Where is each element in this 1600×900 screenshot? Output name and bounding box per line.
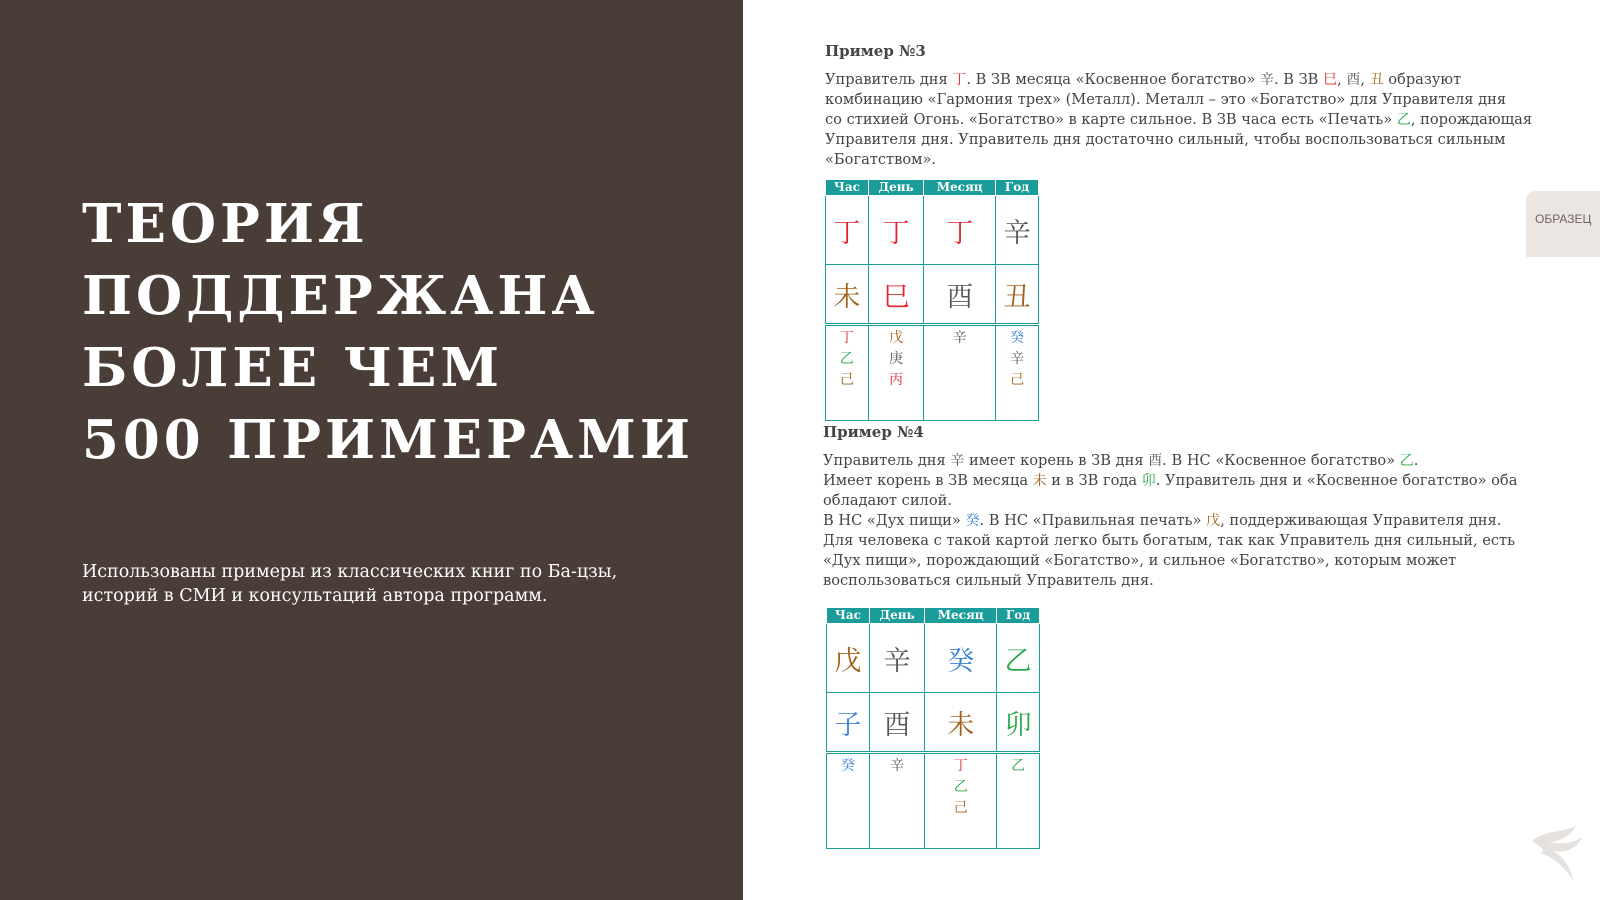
left-panel xyxy=(0,0,743,900)
title-line: 500 ПРИМЕРАМИ xyxy=(82,409,694,471)
text-segment: образуют xyxy=(1383,71,1462,88)
hidden-stem: 戊 xyxy=(889,330,904,346)
text-segment: . В ЗВ xyxy=(1273,71,1324,88)
text-segment: комбинацию «Гармония трех» (Металл). Металл – это «Богатство» для Управителя дня xyxy=(825,91,1507,108)
description xyxy=(82,560,617,608)
glyph: 酉 xyxy=(1148,453,1163,469)
stem-cell: 辛 xyxy=(869,624,924,693)
paragraph-line xyxy=(823,531,1517,551)
glyph: 戊 xyxy=(1206,513,1221,529)
sample-tab xyxy=(1526,191,1600,257)
description-line: историй в СМИ и консультаций автора программ. xyxy=(82,586,548,606)
paragraph-line xyxy=(823,471,1517,491)
glyph: 酉 xyxy=(1346,72,1361,88)
hidden-stems-cell xyxy=(924,325,996,421)
hidden-stem: 己 xyxy=(953,800,968,816)
hidden-stems-cell xyxy=(996,325,1039,421)
glyph: 乙 xyxy=(1399,453,1414,469)
paragraph-line xyxy=(825,90,1532,110)
hidden-stem: 辛 xyxy=(1010,351,1025,367)
text-segment: обладают силой. xyxy=(823,492,952,509)
text-segment: , порождающая xyxy=(1410,111,1533,128)
branch-cell: 酉 xyxy=(924,265,996,325)
stem-cell: 癸 xyxy=(925,624,997,693)
text-segment: «Дух пищи», порождающий «Богатство», и сильное «Богатство», которым может xyxy=(823,552,1457,569)
hidden-stem: 丙 xyxy=(889,372,904,388)
text-segment: . Управитель дня и «Косвенное богатство» оба xyxy=(1155,472,1518,489)
glyph: 巳 xyxy=(1323,72,1338,88)
branch-row xyxy=(827,693,1040,753)
text-segment: Управителя дня. Управитель дня достаточно сильный, чтобы воспользоваться сильным xyxy=(825,131,1506,148)
text-segment: . В НС «Косвенное богатство» xyxy=(1162,452,1400,469)
hidden-stem: 己 xyxy=(839,372,854,388)
text-segment: Имеет корень в ЗВ месяца xyxy=(823,472,1033,489)
text-segment: имеет корень в ЗВ дня xyxy=(964,452,1149,469)
paragraph-line xyxy=(825,130,1532,150)
text-segment: со стихией Огонь. «Богатство» в карте сильное. В ЗВ часа есть «Печать» xyxy=(825,111,1397,128)
header-row xyxy=(826,180,1039,196)
hidden-stem: 癸 xyxy=(1010,330,1025,346)
glyph: 卯 xyxy=(1141,473,1156,489)
glyph: 辛 xyxy=(1259,72,1274,88)
hidden-stem: 辛 xyxy=(890,758,905,774)
paragraph-line xyxy=(823,571,1517,591)
example-3-title: Пример №3 xyxy=(825,42,926,60)
paragraph-line xyxy=(823,491,1517,511)
branch-row xyxy=(826,265,1039,325)
hidden-stems-cell xyxy=(826,325,869,421)
paragraph-line xyxy=(823,511,1517,531)
example-4-title: Пример №4 xyxy=(823,423,924,441)
text-segment: Управитель дня xyxy=(825,71,953,88)
sample-tab-label: ОБРАЗЕЦ xyxy=(1535,212,1592,226)
branch-cell: 未 xyxy=(925,693,997,753)
hidden-stem: 癸 xyxy=(840,758,855,774)
hidden-stem: 辛 xyxy=(952,330,967,346)
glyph: 癸 xyxy=(965,513,980,529)
branch-cell: 巳 xyxy=(868,265,923,325)
text-segment: Для человека с такой картой легко быть богатым, так как Управитель дня сильный, есть xyxy=(823,532,1516,549)
column-header: Час xyxy=(827,608,870,624)
hidden-stems-cell xyxy=(869,753,924,849)
bird-logo-icon xyxy=(1526,823,1590,889)
stem-row xyxy=(827,624,1040,693)
text-segment: , xyxy=(1337,71,1347,88)
column-header: Год xyxy=(997,608,1040,624)
example-4-paragraph xyxy=(823,451,1517,591)
text-segment: и в ЗВ года xyxy=(1046,472,1142,489)
branch-cell: 丑 xyxy=(996,265,1039,325)
branch-cell: 未 xyxy=(826,265,869,325)
main-title xyxy=(82,188,694,476)
text-segment: В НС «Дух пищи» xyxy=(823,512,966,529)
column-header: Час xyxy=(826,180,869,196)
example-3-bazi-table xyxy=(825,179,1039,421)
example-3-paragraph xyxy=(825,70,1532,170)
title-line: ПОДДЕРЖАНА xyxy=(82,265,599,327)
paragraph-line xyxy=(823,551,1517,571)
column-header: День xyxy=(869,608,924,624)
text-segment: , поддерживающая Управителя дня. xyxy=(1220,512,1502,529)
stem-cell: 戊 xyxy=(827,624,870,693)
glyph: 辛 xyxy=(950,453,965,469)
title-line: ТЕОРИЯ xyxy=(82,193,369,255)
example-4-bazi-table xyxy=(826,607,1040,849)
paragraph-line xyxy=(825,110,1532,130)
stem-row xyxy=(826,196,1039,265)
hidden-stems-cell xyxy=(868,325,923,421)
hidden-stem: 乙 xyxy=(839,351,854,367)
branch-cell: 子 xyxy=(827,693,870,753)
glyph: 丁 xyxy=(952,72,967,88)
paragraph-line xyxy=(825,150,1532,170)
column-header: День xyxy=(868,180,923,196)
hidden-stems-cell xyxy=(925,753,997,849)
paragraph-line xyxy=(823,451,1517,471)
column-header: Месяц xyxy=(925,608,997,624)
hidden-stems-cell xyxy=(827,753,870,849)
hidden-stem: 丁 xyxy=(953,758,968,774)
hidden-stem: 丁 xyxy=(839,330,854,346)
glyph: 未 xyxy=(1032,473,1047,489)
hidden-stems-row xyxy=(826,325,1039,421)
column-header: Год xyxy=(996,180,1039,196)
hidden-stem: 乙 xyxy=(1011,758,1026,774)
stem-cell: 乙 xyxy=(997,624,1040,693)
paragraph-line xyxy=(825,70,1532,90)
header-row xyxy=(827,608,1040,624)
text-segment: «Богатством». xyxy=(825,151,937,168)
description-line: Использованы примеры из классических книг по Ба-цзы, xyxy=(82,562,618,582)
hidden-stem: 乙 xyxy=(953,779,968,795)
text-segment: . В ЗВ месяца «Косвенное богатство» xyxy=(966,71,1260,88)
stem-cell: 丁 xyxy=(924,196,996,265)
text-segment: . xyxy=(1413,452,1419,469)
hidden-stems-row xyxy=(827,753,1040,849)
stem-cell: 辛 xyxy=(996,196,1039,265)
text-segment: воспользоваться сильный Управитель дня. xyxy=(823,572,1154,589)
column-header: Месяц xyxy=(924,180,996,196)
text-segment: Управитель дня xyxy=(823,452,951,469)
glyph: 丑 xyxy=(1369,72,1384,88)
hidden-stem: 己 xyxy=(1010,372,1025,388)
hidden-stem: 庚 xyxy=(889,351,904,367)
text-segment: , xyxy=(1360,71,1370,88)
hidden-stems-cell xyxy=(997,753,1040,849)
title-line: БОЛЕЕ ЧЕМ xyxy=(82,337,504,399)
stem-cell: 丁 xyxy=(826,196,869,265)
stem-cell: 丁 xyxy=(868,196,923,265)
glyph: 乙 xyxy=(1396,112,1411,128)
branch-cell: 卯 xyxy=(997,693,1040,753)
branch-cell: 酉 xyxy=(869,693,924,753)
text-segment: . В НС «Правильная печать» xyxy=(979,512,1207,529)
